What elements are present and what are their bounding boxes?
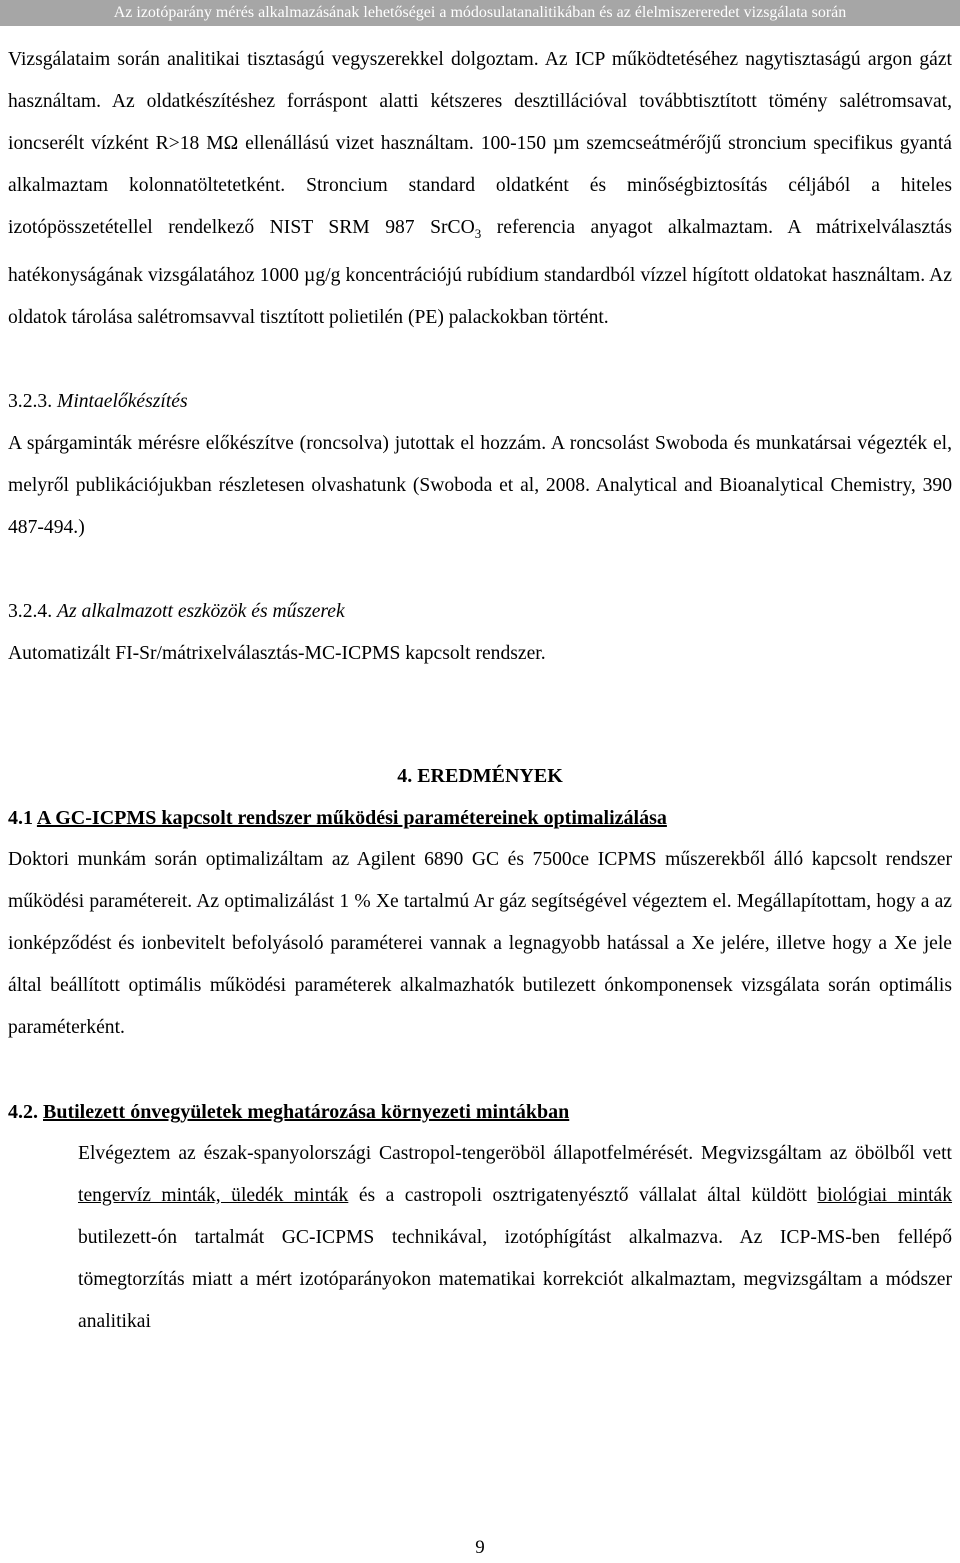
materials-paragraph [8, 39, 952, 339]
subscript: 3 [474, 225, 482, 241]
sample-prep-paragraph: A spárgaminták mérésre előkészítve (roncsolva) jutottak el hozzám. A roncsolást Swoboda és munkatársai végezték el, melyről publikációjukban részletesen olvashatunk (Swoboda et al, 2008. Analytical and Bioanalytical Chemistry, 390 487-494.) [8, 432, 952, 538]
page-body [8, 39, 952, 1343]
section-heading-41 [8, 797, 952, 839]
section-heading-42 [8, 1091, 952, 1133]
section-number: 4.1 [8, 806, 33, 829]
running-header: Az izotóparány mérés alkalmazásának lehetőségei a módosulatanalitikában és az élelmiszereredet vizsgálata során [0, 0, 960, 26]
section-title: Butilezett ónvegyületek meghatározása környezeti mintákban [43, 1100, 570, 1123]
section-number: 3.2.4. [8, 600, 53, 622]
section-number: 3.2.3. [8, 390, 53, 412]
section-title: A GC-ICPMS kapcsolt rendszer működési paramétereinek optimalizálása [36, 806, 667, 829]
chapter-title: 4. EREDMÉNYEK [397, 764, 563, 787]
paragraph-text: Elvégeztem az észak-spanyolországi Castropol-tengeröböl állapotfelmérését. Megvizsgáltam az öbölből vett [78, 1142, 952, 1164]
section-title: Az alkalmazott eszközök és műszerek [57, 600, 345, 622]
paragraph-text: butilezett-ón tartalmát GC-ICPMS technikával, izotóphígítást alkalmazva. Az ICP-MS-ben fellépő tömegtorzítás miatt a mért izotóparányokon matematikai korrekciót alkalmaztam, megvizsgáltam a módszer analitikai [78, 1226, 952, 1332]
section-heading-323 [8, 381, 952, 423]
paragraph-text: Vizsgálataim során analitikai tisztaságú vegyszerekkel dolgoztam. Az ICP működtetéséhez nagytisztaságú argon gázt használtam. Az oldatkészítéshez forráspont alatti kétszeres desztillációval továbbtisztított tömény salétromsavat, ioncserélt vízként R>18 MΩ ellenállású vizet használtam. 100-150 µm szemcseátmérőjű stroncium specifikus gyantá alkalmaztam kolonnatöltetetként. Stroncium standard oldatként és minőségbiztosítás céljából a hiteles izotópösszetétellel rendelkező NIST SRM 987 SrCO [8, 49, 952, 238]
section-number: 4.2. [8, 1100, 38, 1123]
underlined-text: biológiai minták [817, 1184, 952, 1206]
section-title: Mintaelőkészítés [57, 390, 188, 412]
paragraph-text: és a castropoli osztrigatenyésztő vállalat által küldött [348, 1184, 818, 1206]
butyltin-paragraph [8, 1133, 952, 1343]
underlined-text: tengervíz minták, üledék minták [78, 1184, 349, 1206]
paragraph-text: referencia anyagot alkalmaztam. A mátrixelválasztás hatékonyságának vizsgálatához 1000 µg/g koncentrációjú rubídium standardból vízzel hígított oldatokat használtam. Az oldatok tárolása salétromsavval tisztított polietilén (PE) palackokban történt. [8, 217, 952, 328]
page-number: 9 [475, 1537, 485, 1558]
instruments-paragraph: Automatizált FI-Sr/mátrixelválasztás-MC-ICPMS kapcsolt rendszer. [8, 642, 546, 664]
optimization-paragraph: Doktori munkám során optimalizáltam az Agilent 6890 GC és 7500ce ICPMS műszerekből álló kapcsolt rendszer működési paramétereit. Az optimalizálást 1 % Xe tartalmú Ar gáz segítségével végeztem el. Megállapítottam, hogy a az ionképződést és ionbevitelt befolyásoló paraméterei vannak a legnagyobb hatással a Xe jelére, illetve hogy a Xe jele által beállított optimális működési paraméterek alkalmazhatók butilezett ónkomponensek vizsgálata során optimális paraméterként. [8, 848, 952, 1038]
section-heading-324 [8, 591, 952, 633]
